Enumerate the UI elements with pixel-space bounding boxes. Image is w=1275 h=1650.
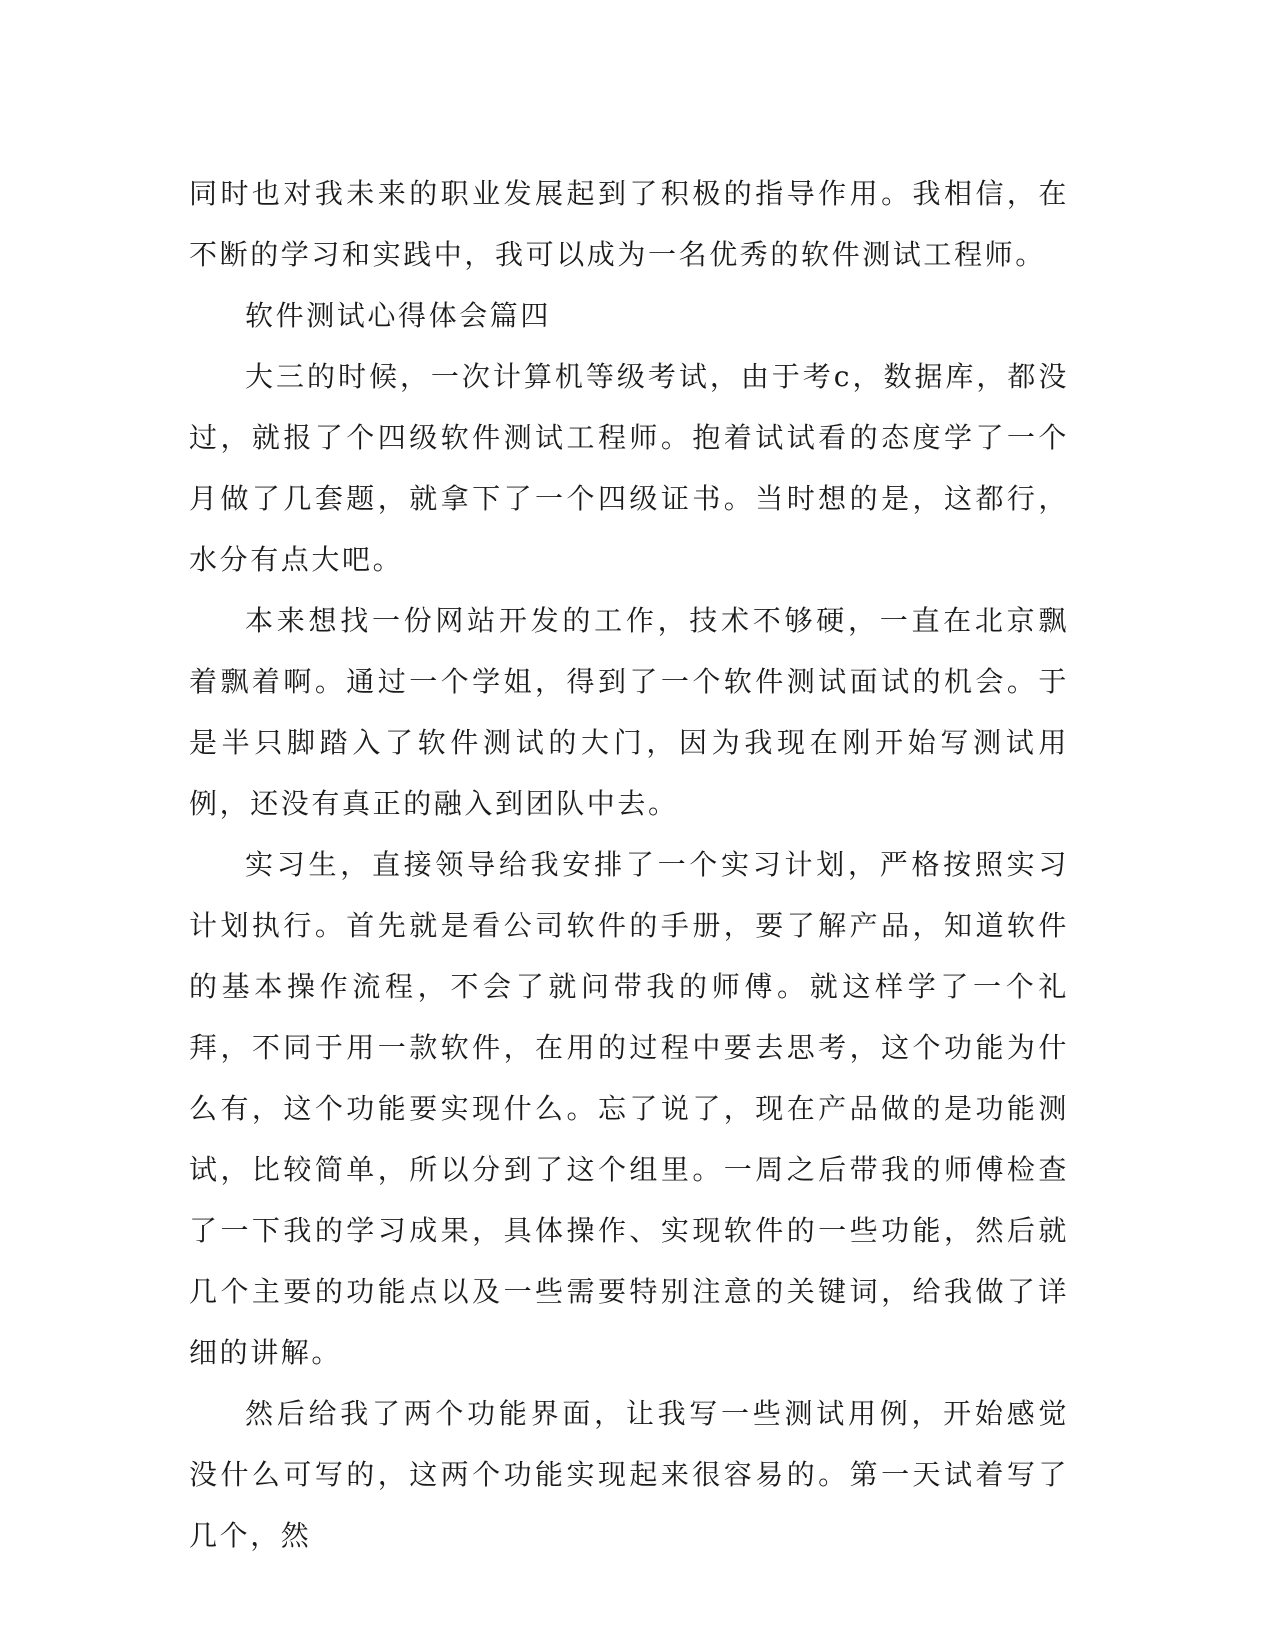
document-body [189,163,1069,1566]
paragraph-exam-story: 大三的时候，一次计算机等级考试，由于考c，数据库，都没过，就报了个四级软件测试工程师。抱着试试看的态度学了一个月做了几套题，就拿下了一个四级证书。当时想的是，这都行，水分有点大吧。 [189,360,1069,576]
paragraph-internship-plan: 实习生，直接领导给我安排了一个实习计划，严格按照实习计划执行。首先就是看公司软件的手册，要了解产品，知道软件的基本操作流程，不会了就问带我的师傅。就这样学了一个礼拜，不同于用一款软件，在用的过程中要去思考，这个功能为什么有，这个功能要实现什么。忘了说了，现在产品做的是功能测试，比较简单，所以分到了这个组里。一周之后带我的师傅检查了一下我的学习成果，具体操作、实现软件的一些功能，然后就几个主要的功能点以及一些需要特别注意的关键词，给我做了详细的讲解。 [189,848,1069,1369]
paragraph-test-cases: 然后给我了两个功能界面，让我写一些测试用例，开始感觉没什么可写的，这两个功能实现起来很容易的。第一天试着写了几个，然 [189,1397,1069,1552]
paragraph-intro-continuation: 同时也对我未来的职业发展起到了积极的指导作用。我相信，在不断的学习和实践中，我可以成为一名优秀的软件测试工程师。 [189,177,1069,271]
paragraph-job-search: 本来想找一份网站开发的工作，技术不够硬，一直在北京飘着飘着啊。通过一个学姐，得到了一个软件测试面试的机会。于是半只脚踏入了软件测试的大门，因为我现在刚开始写测试用例，还没有真正的融入到团队中去。 [189,604,1069,820]
section-heading: 软件测试心得体会篇四 [245,299,552,332]
